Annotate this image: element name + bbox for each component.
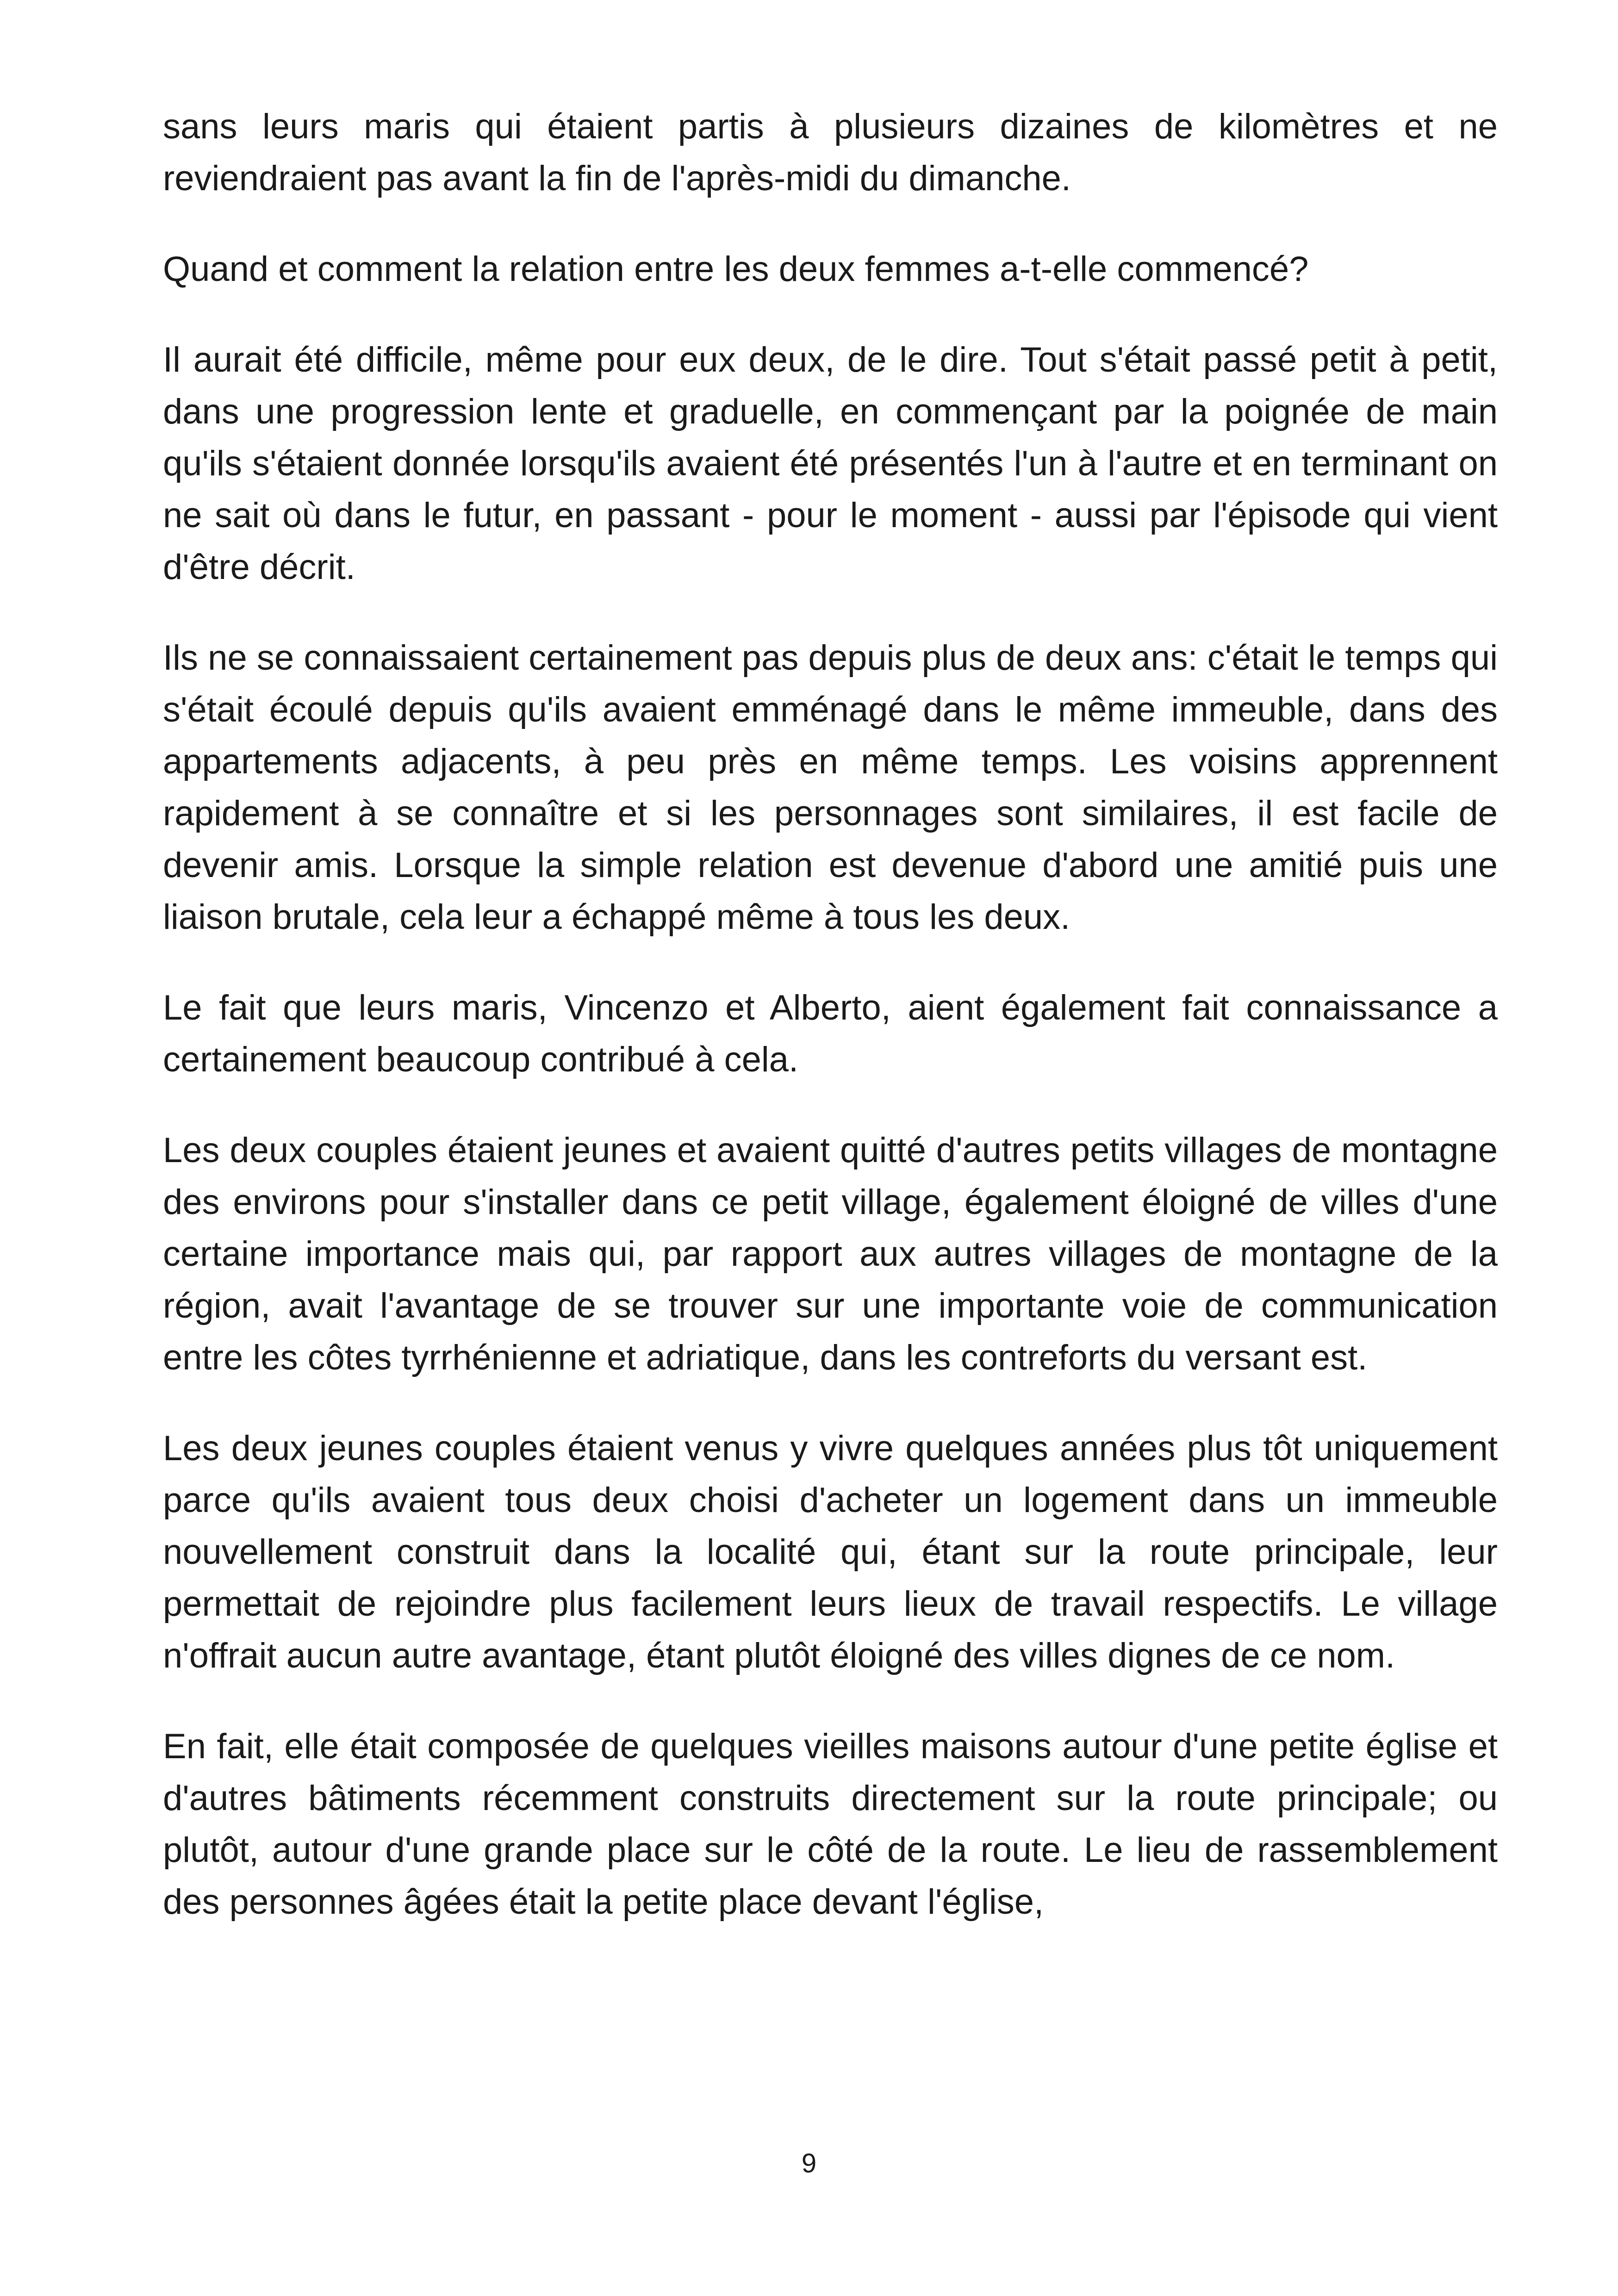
paragraph-8: En fait, elle était composée de quelques vieilles maisons autour d'une petite église et d'autres bâtiments récemment construits directement sur la route principale; ou plutôt, autour d'une grande place sur le côté de la route. Le lieu de rassemblement des personnes âgées était la petite place devant l'église,	[163, 1727, 1498, 1922]
paragraph-4: Ils ne se connaissaient certainement pas depuis plus de deux ans: c'était le temps qui s'était écoulé depuis qu'ils avaient emménagé dans le même immeuble, dans des appartements adjacents, à peu près en même temps. Les voisins apprennent rapidement à se connaître et si les personnages sont similaires, il est facile de devenir amis. Lorsque la simple relation est devenue d'abord une amitié puis une liaison brutale, cela leur a échappé même à tous les deux.	[163, 638, 1498, 937]
body-text	[163, 101, 1498, 1967]
paragraph-1: sans leurs maris qui étaient partis à plusieurs dizaines de kilomètres et ne reviendraient pas avant la fin de l'après-midi du dimanche.	[163, 107, 1498, 198]
paragraph-6: Les deux couples étaient jeunes et avaient quitté d'autres petits villages de montagne des environs pour s'installer dans ce petit village, également éloigné de villes d'une certaine importance mais qui, par rapport aux autres villages de montagne de la région, avait l'avantage de se trouver sur une importante voie de communication entre les côtes tyrrhénienne et adriatique, dans les contreforts du versant est.	[163, 1131, 1498, 1377]
paragraph-7: Les deux jeunes couples étaient venus y vivre quelques années plus tôt uniquement parce qu'ils avaient tous deux choisi d'acheter un logement dans un immeuble nouvellement construit dans la localité qui, étant sur la route principale, leur permettait de rejoindre plus facilement leurs lieux de travail respectifs. Le village n'offrait aucun autre avantage, étant plutôt éloigné des villes dignes de ce nom.	[163, 1429, 1498, 1675]
paragraph-2: Quand et comment la relation entre les deux femmes a-t-elle commencé?	[163, 249, 1309, 289]
page-number: 9	[801, 2148, 817, 2178]
paragraph-3: Il aurait été difficile, même pour eux deux, de le dire. Tout s'était passé petit à petit, dans une progression lente et graduelle, en commençant par la poignée de main qu'ils s'étaient donnée lorsqu'ils avaient été présentés l'un à l'autre et en terminant on ne sait où dans le futur, en passant - pour le moment - aussi par l'épisode qui vient d'être décrit.	[163, 340, 1498, 587]
paragraph-5: Le fait que leurs maris, Vincenzo et Alberto, aient également fait connaissance a certainement beaucoup contribué à cela.	[163, 988, 1498, 1079]
